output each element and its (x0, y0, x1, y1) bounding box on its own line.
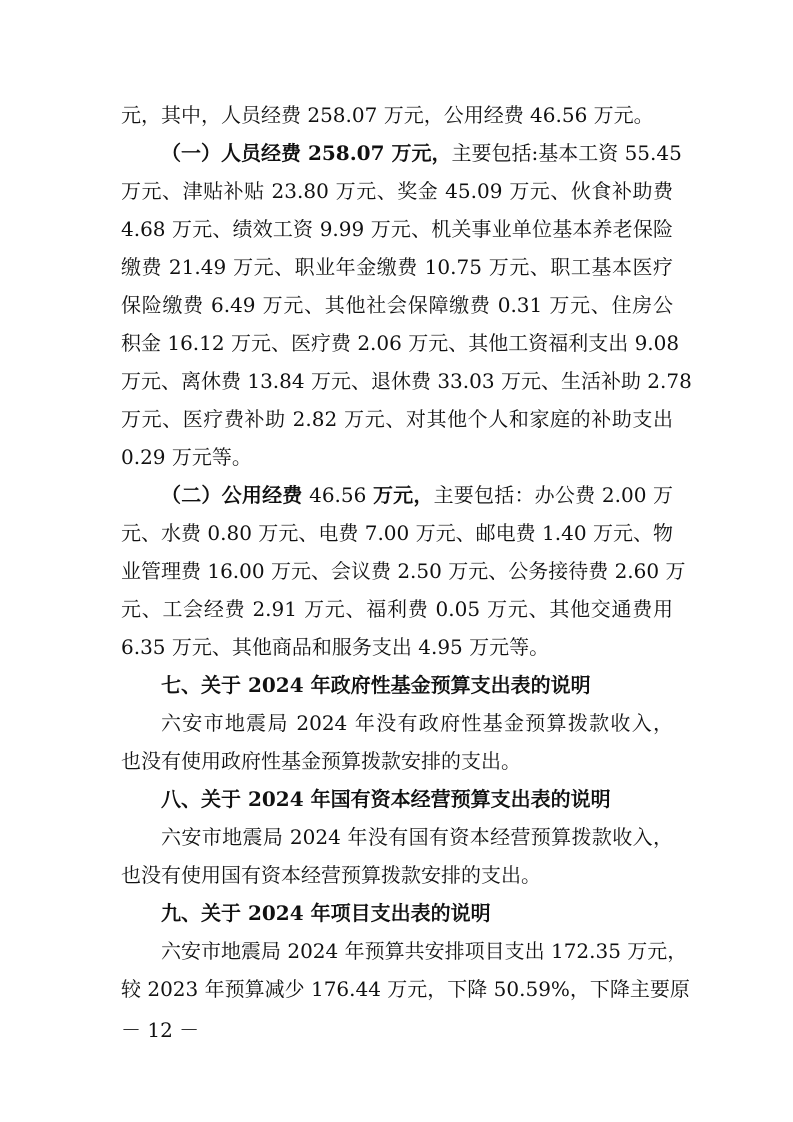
text-line: 保险缴费 6.49 万元、其他社会保障缴费 0.31 万元、住房公 (121, 293, 673, 317)
text-line: 0.29 万元等。 (121, 445, 252, 469)
text-line: 万元、津贴补贴 23.80 万元、奖金 45.09 万元、伙食补助费 (121, 179, 673, 203)
text-line: 4.68 万元、绩效工资 9.99 万元、机关事业单位基本养老保险 (121, 217, 673, 241)
text-line: 元、工会经费 2.91 万元、福利费 0.05 万元、其他交通费用 (121, 597, 673, 621)
personnel-expense-intro: 主要包括:基本工资 55.45 (451, 141, 682, 165)
text-line: 业管理费 16.00 万元、会议费 2.50 万元、公务接待费 2.60 万 (121, 559, 686, 583)
text-line: 六安市地震局 2024 年没有国有资本经营预算拨款收入， (161, 825, 673, 849)
text-line: 元、水费 0.80 万元、电费 7.00 万元、邮电费 1.40 万元、物 (121, 521, 673, 545)
text-line: 缴费 21.49 万元、职业年金缴费 10.75 万元、职工基本医疗 (121, 255, 673, 279)
section-heading: 七、关于 2024 年政府性基金预算支出表的说明 (161, 673, 591, 697)
section-heading: 九、关于 2024 年项目支出表的说明 (161, 901, 491, 925)
text-line: 元，其中，人员经费 258.07 万元，公用经费 46.56 万元。 (121, 103, 654, 127)
text-line: 6.35 万元、其他商品和服务支出 4.95 万元等。 (121, 635, 550, 659)
personnel-expense-heading: （一）人员经费 258.07 万元， (161, 141, 452, 165)
text-line: 万元、医疗费补助 2.82 万元、对其他个人和家庭的补助支出 (121, 407, 673, 431)
section-heading: 八、关于 2024 年国有资本经营预算支出表的说明 (161, 787, 611, 811)
text-line: 积金 16.12 万元、医疗费 2.06 万元、其他工资福利支出 9.08 (121, 331, 680, 355)
public-expense-heading-prefix: （二）公用经费 (161, 483, 303, 507)
public-expense-heading-suffix: 万元， (372, 483, 434, 507)
text-line: 也没有使用政府性基金预算拨款安排的支出。 (121, 749, 521, 773)
text-line: 六安市地震局 2024 年没有政府性基金预算拨款收入， (161, 711, 673, 735)
public-expense-amount: 46.56 (302, 483, 373, 507)
text-line: 六安市地震局 2024 年预算共安排项目支出 172.35 万元， (161, 939, 688, 963)
public-expense-intro: 主要包括：办公费 2.00 万 (433, 483, 674, 507)
text-line: 也没有使用国有资本经营预算拨款安排的支出。 (121, 863, 541, 887)
text-line: 万元、离休费 13.84 万元、退休费 33.03 万元、生活补助 2.78 (121, 369, 692, 393)
page-number: － 12 － (121, 1018, 200, 1042)
text-line: 较 2023 年预算减少 176.44 万元，下降 50.59%，下降主要原 (121, 977, 690, 1001)
